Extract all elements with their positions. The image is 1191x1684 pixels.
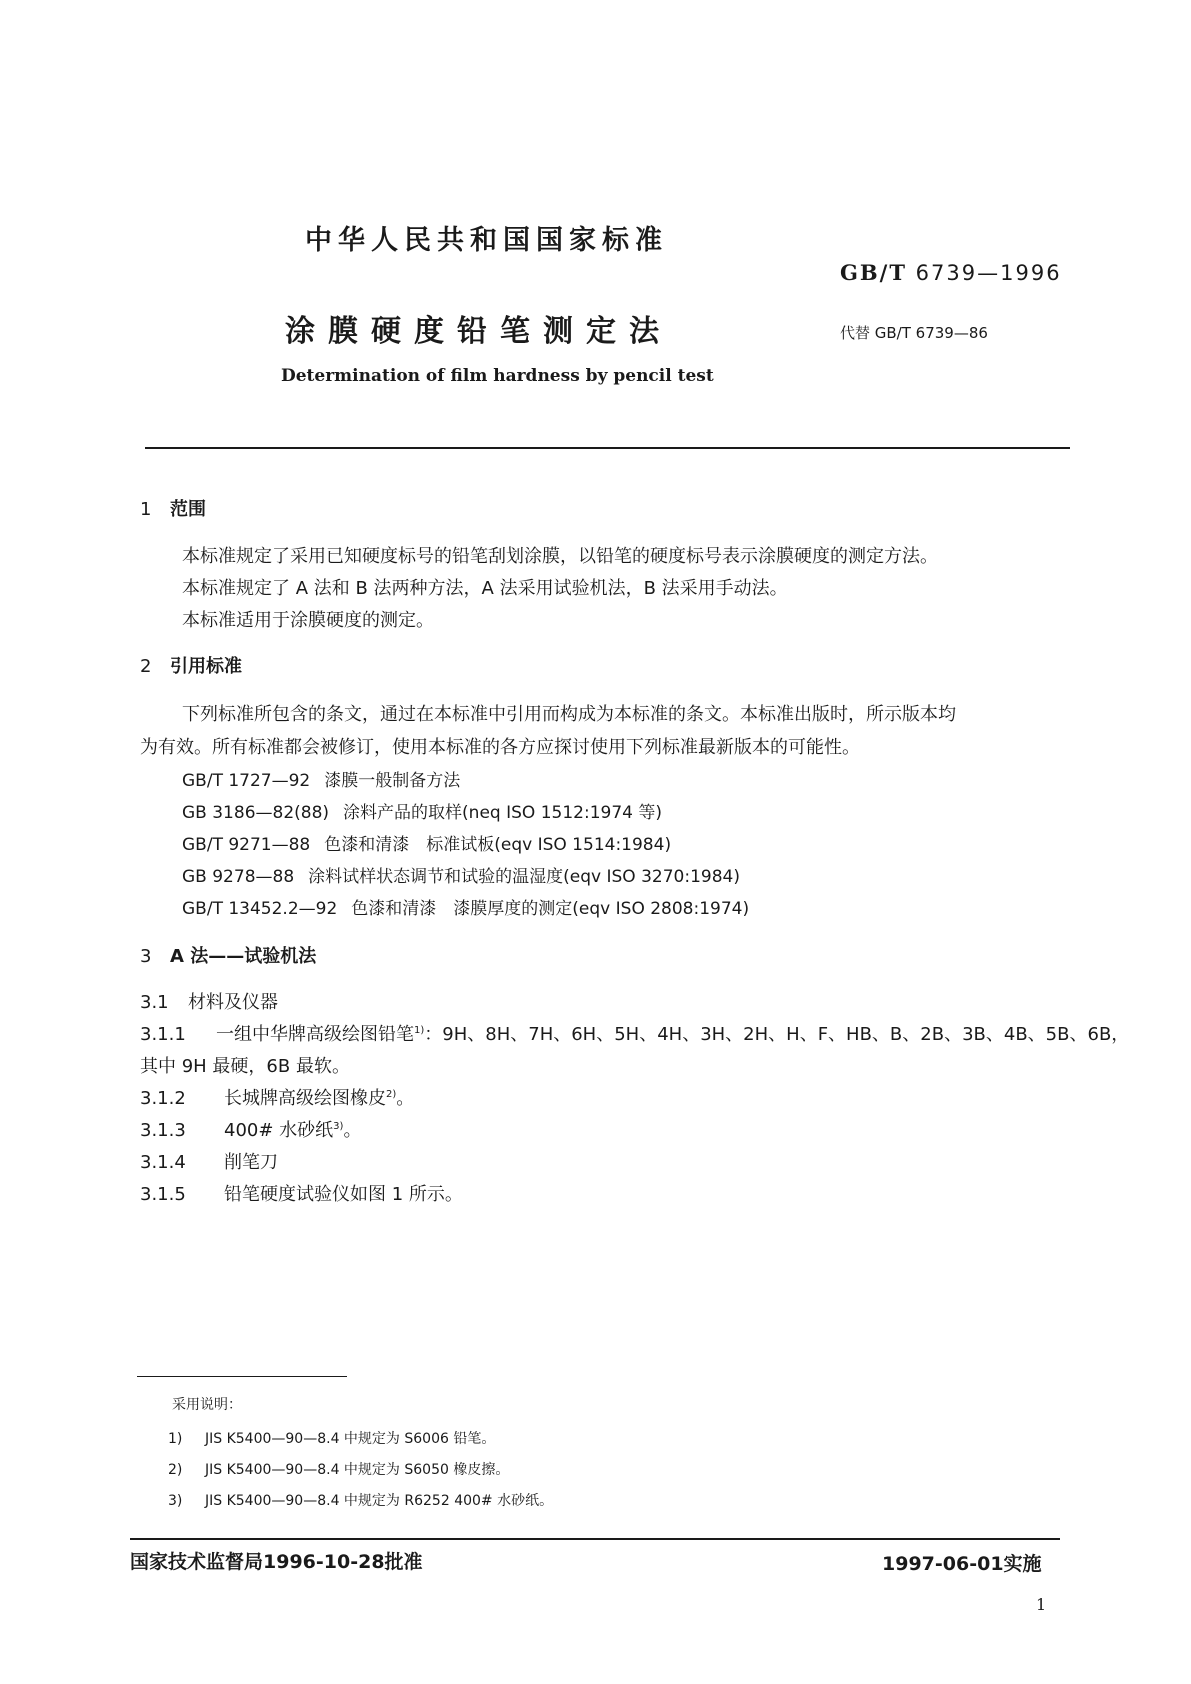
section-2-para-line-2: 为有效。所有标准都会被修订，使用本标准的各方应探讨使用下列标准最新版本的可能性。: [140, 737, 860, 758]
subsection-number: 3.1: [140, 992, 169, 1013]
footnote-heading: 采用说明：: [172, 1397, 242, 1413]
section-1-title: 范围: [170, 499, 206, 520]
clause-text-after: ：9H、8H、7H、6H、5H、4H、3H、2H、H、F、HB、B、2B、3B、4B、5B、6B，: [424, 1024, 1130, 1045]
subsection-3-1: [140, 988, 278, 1014]
clause-text: 削笔刀: [224, 1152, 278, 1173]
standard-code: [840, 260, 1062, 285]
clause-3-1-1: [140, 1020, 1129, 1046]
footer-divider: [130, 1538, 1060, 1540]
standard-code-prefix: GB/T: [840, 260, 907, 285]
clause-number: 3.1.1: [140, 1024, 186, 1045]
reference-code: GB/T 9271—88: [182, 835, 311, 855]
subsection-text: 材料及仪器: [188, 992, 278, 1013]
reference-item: [182, 798, 662, 823]
clause-text: 铅笔硬度试验仪如图 1 所示。: [224, 1184, 463, 1205]
section-1-heading: [140, 495, 206, 521]
clause-text-after: 。: [396, 1088, 415, 1109]
approval-line: 国家技术监督局1996-10-28批准: [130, 1551, 423, 1573]
clause-3-1-4: [140, 1148, 278, 1174]
english-title: Determination of film hardness by pencil test: [281, 366, 714, 386]
section-1-para-3: 本标准适用于涂膜硬度的测定。: [182, 610, 434, 631]
footnote-text: JIS K5400—90—8.4 中规定为 S6050 橡皮擦。: [205, 1462, 510, 1478]
clause-text: 一组中华牌高级绘图铅笔: [216, 1024, 414, 1045]
footnote-text: JIS K5400—90—8.4 中规定为 R6252 400# 水砂纸。: [205, 1493, 554, 1509]
reference-name: 色漆和清漆 标准试板(eqv ISO 1514:1984): [324, 835, 672, 855]
footnote-ref: 1): [414, 1025, 425, 1036]
reference-item: [182, 894, 749, 919]
footnote-number: 3): [168, 1493, 183, 1509]
clause-number: 3.1.5: [140, 1184, 186, 1205]
reference-item: [182, 830, 671, 855]
footnote-text: JIS K5400—90—8.4 中规定为 S6006 铅笔。: [205, 1431, 496, 1447]
reference-item: [182, 862, 740, 887]
standard-code-number: 6739—1996: [915, 261, 1062, 285]
national-standard-label: 中华人民共和国国家标准: [305, 225, 668, 256]
reference-code: GB/T 1727—92: [182, 771, 311, 791]
clause-3-1-1-continuation: 其中 9H 最硬，6B 最软。: [140, 1056, 350, 1077]
document-title: 涂膜硬度铅笔测定法: [285, 314, 672, 349]
reference-name: 涂料产品的取样(neq ISO 1512:1974 等): [343, 803, 662, 823]
reference-name: 漆膜一般制备方法: [324, 771, 461, 791]
footnote-divider: [137, 1376, 347, 1377]
reference-code: GB/T 13452.2—92: [182, 899, 338, 919]
reference-code: GB 9278—88: [182, 867, 295, 887]
section-1-para-1: 本标准规定了采用已知硬度标号的铅笔刮划涂膜，以铅笔的硬度标号表示涂膜硬度的测定方法。: [182, 546, 938, 567]
clause-number: 3.1.2: [140, 1088, 186, 1109]
footnote-number: 2): [168, 1462, 183, 1478]
reference-item: [182, 766, 460, 791]
footnote-item: [168, 1459, 509, 1479]
section-2-title: 引用标准: [170, 656, 242, 677]
reference-code: GB 3186—82(88): [182, 803, 330, 823]
section-3-number: 3: [140, 946, 152, 967]
clause-3-1-5: [140, 1180, 463, 1206]
section-3-heading: [140, 942, 316, 968]
section-2-number: 2: [140, 656, 152, 677]
section-2-heading: [140, 652, 242, 678]
footnote-ref: 2): [386, 1089, 397, 1100]
reference-name: 色漆和清漆 漆膜厚度的测定(eqv ISO 2808:1974): [351, 899, 750, 919]
clause-text: 400# 水砂纸: [224, 1120, 334, 1141]
footnote-number: 1): [168, 1431, 183, 1447]
footnote-ref: 3): [333, 1121, 344, 1132]
clause-number: 3.1.3: [140, 1120, 186, 1141]
reference-name: 涂料试样状态调节和试验的温湿度(eqv ISO 3270:1984): [308, 867, 740, 887]
clause-3-1-3: [140, 1116, 361, 1142]
section-3-title: A 法——试验机法: [170, 946, 317, 967]
footnote-item: [168, 1428, 495, 1448]
section-1-para-2: 本标准规定了 A 法和 B 法两种方法，A 法采用试验机法，B 法采用手动法。: [182, 578, 788, 599]
replaces-standard: 代替 GB/T 6739—86: [840, 324, 988, 342]
implementation-date: 1997-06-01实施: [882, 1553, 1042, 1575]
section-1-number: 1: [140, 499, 152, 520]
page-number: 1: [1036, 1595, 1047, 1614]
header-divider: [145, 447, 1070, 449]
section-2-para-line-1: 下列标准所包含的条文，通过在本标准中引用而构成为本标准的条文。本标准出版时，所示版本均: [182, 704, 956, 725]
clause-number: 3.1.4: [140, 1152, 186, 1173]
footnote-item: [168, 1490, 553, 1510]
clause-text-after: 。: [343, 1120, 362, 1141]
clause-text: 长城牌高级绘图橡皮: [224, 1088, 386, 1109]
clause-3-1-2: [140, 1084, 414, 1110]
